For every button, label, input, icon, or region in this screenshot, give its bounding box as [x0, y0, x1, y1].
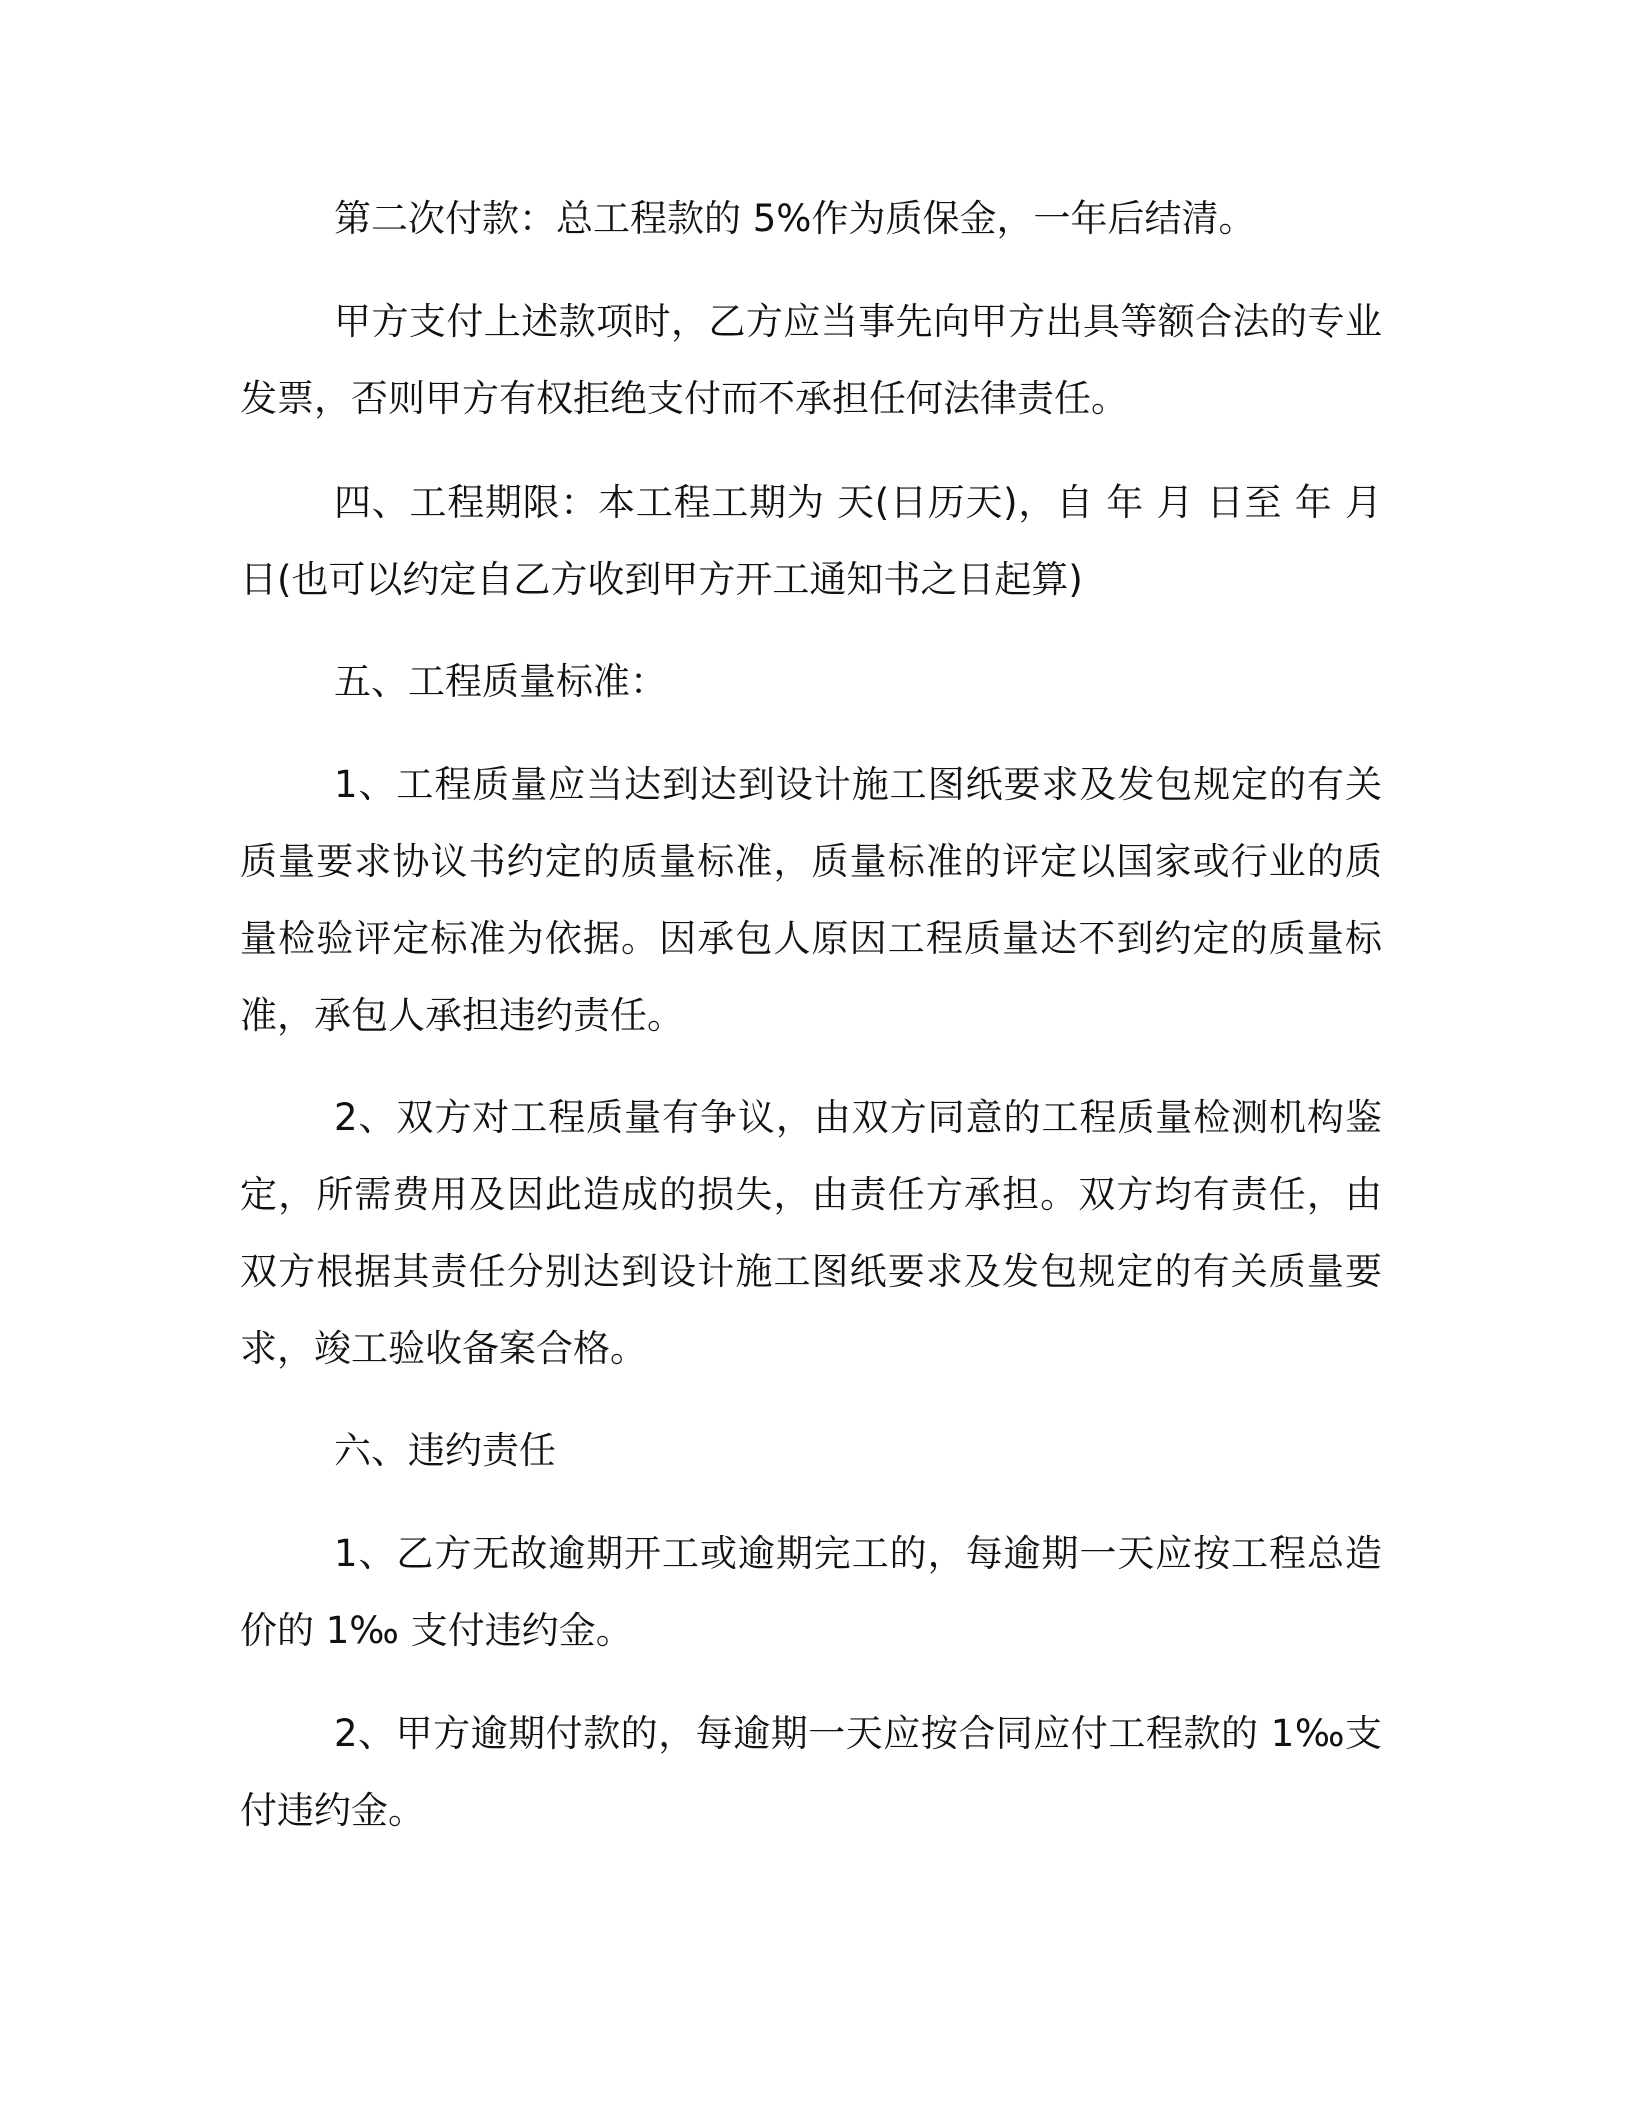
paragraph-liability-clause-1: 1、乙方无故逾期开工或逾期完工的，每逾期一天应按工程总造价的 1‰ 支付违约金。: [240, 1532, 1382, 1652]
paragraph-quality-clause-1: 1、工程质量应当达到达到设计施工图纸要求及发包规定的有关质量要求协议书约定的质量标准，质量标准的评定以国家或行业的质量检验评定标准为依据。因承包人原因工程质量达不到约定的质量标准，承包人承担违约责任。: [240, 763, 1382, 1037]
paragraph-quality-clause-2: 2、双方对工程质量有争议，由双方同意的工程质量检测机构鉴定，所需费用及因此造成的损失，由责任方承担。双方均有责任，由双方根据其责任分别达到设计施工图纸要求及发包规定的有关质量要求，竣工验收备案合格。: [240, 1096, 1382, 1370]
heading-liability: 六、违约责任: [334, 1429, 556, 1472]
paragraph-invoice-requirement: 甲方支付上述款项时，乙方应当事先向甲方出具等额合法的专业发票，否则甲方有权拒绝支付而不承担任何法律责任。: [240, 300, 1382, 420]
heading-quality-standard: 五、工程质量标准：: [334, 660, 667, 703]
paragraph-liability-clause-2: 2、甲方逾期付款的，每逾期一天应按合同应付工程款的 1‰支付违约金。: [240, 1712, 1382, 1832]
paragraph-construction-period: 四、工程期限：本工程工期为 天(日历天)，自 年 月 日至 年 月日(也可以约定自乙方收到甲方开工通知书之日起算): [240, 481, 1382, 601]
paragraph-second-payment: 第二次付款：总工程款的 5%作为质保金，一年后结清。: [334, 197, 1256, 240]
